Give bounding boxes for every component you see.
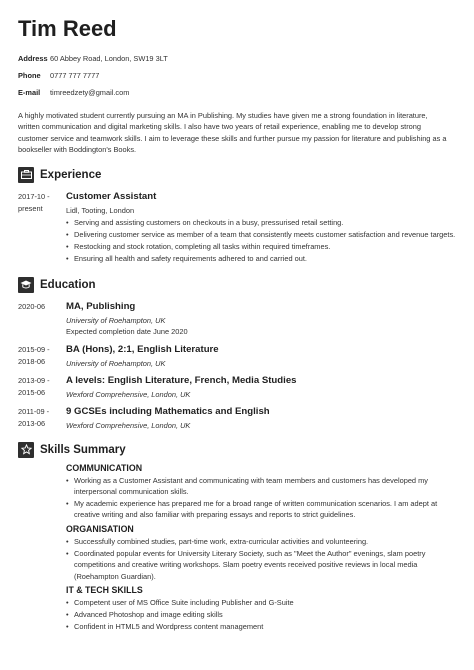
experience-heading [18, 167, 456, 183]
entry-date [18, 191, 66, 265]
education-entry [18, 375, 456, 400]
list-item: • Advanced Photoshop and image editing skills [66, 609, 456, 621]
contact-block [18, 54, 456, 97]
contact-value: 0777 777 7777 [50, 71, 100, 80]
education-entry [18, 406, 456, 431]
company: Lidl, Tooting, London [66, 205, 135, 215]
education-note: Expected completion date June 2020 [66, 326, 188, 336]
skill-group-title: IT & TECH SKILLS [66, 585, 143, 596]
experience-entry [18, 191, 456, 265]
skill-bullets [66, 475, 456, 521]
list-item: • Delivering customer service as member of a team that consistently meets customer satisfaction and revenue targets. [66, 229, 456, 241]
profile-summary: A highly motivated student currently pursuing an MA in Publishing. My studies have given me a strong foundation in literature, written communication and digital marketing skills. I also have two years of retail experience, enabling me to develop strong customer service and teamwork skills. I aim to leverage these skills and further pursue my passion for literature and publishing as a bookseller with Boddington's Books. [18, 111, 447, 155]
school: Wexford Comprehensive, London, UK [66, 420, 191, 430]
briefcase-icon [18, 167, 34, 183]
entry-body [66, 301, 456, 337]
education-entry [18, 301, 456, 337]
entry-date [18, 406, 66, 431]
entry-date [18, 344, 66, 369]
contact-email [18, 88, 456, 97]
list-item: • Restocking and stock rotation, completing all tasks within required timeframes. [66, 241, 456, 253]
list-item: • Ensuring all health and safety requirements adhered to and carried out. [66, 253, 456, 265]
date-start: 2013-09 - [18, 375, 50, 385]
date-start: 2020-06 [18, 301, 46, 311]
entry-body [66, 344, 456, 369]
section-title: Education [40, 278, 96, 291]
list-item: • My academic experience has prepared me for a broad range of written communication scenarios. I am adept at creative writing and also familiar with preparing essays and reports to strict guidelines. [66, 498, 456, 521]
skill-group-title: ORGANISATION [66, 524, 134, 534]
school: University of Roehampton, UK [66, 358, 166, 368]
entry-date [18, 375, 66, 400]
school: University of Roehampton, UK [66, 315, 166, 325]
job-title: Customer Assistant [66, 190, 157, 202]
education-entry [18, 344, 456, 369]
list-item: • Coordinated popular events for University Literary Society, such as "Meet the Author" evenings, slam poetry competitions and creative writing workshops. Slam poetry events received positive reviews in local media (Roehampton Guardian). [66, 548, 456, 583]
list-item: • Competent user of MS Office Suite including Publisher and G-Suite [66, 597, 456, 609]
contact-label: Address [18, 54, 48, 63]
date-end: 2018-06 [18, 356, 46, 366]
candidate-name: Tim Reed [18, 16, 117, 41]
school: Wexford Comprehensive, London, UK [66, 389, 191, 399]
date-end: 2015-06 [18, 387, 46, 397]
contact-value: 60 Abbey Road, London, SW19 3LT [50, 54, 168, 63]
date-start: 2011-09 - [18, 406, 50, 416]
star-icon [18, 442, 34, 458]
entry-body [66, 191, 456, 265]
section-title: Experience [40, 168, 102, 181]
skills-list [18, 462, 456, 633]
graduation-cap-icon [18, 277, 34, 293]
skills-heading [18, 442, 456, 458]
date-end: 2013-06 [18, 418, 46, 428]
entry-body [66, 375, 456, 400]
education-heading [18, 277, 456, 293]
degree-title: A levels: English Literature, French, Media Studies [66, 374, 297, 386]
date-start: 2017-10 - [18, 191, 50, 201]
section-title: Skills Summary [40, 443, 126, 456]
skill-group-title: COMMUNICATION [66, 462, 143, 473]
entry-date [18, 301, 66, 337]
date-end: present [18, 203, 43, 213]
contact-label: Phone [18, 71, 41, 80]
skill-bullets [66, 536, 456, 582]
degree-title: MA, Publishing [66, 300, 136, 312]
contact-label: E-mail [18, 88, 41, 97]
list-item: • Confident in HTML5 and Wordpress content management [66, 621, 456, 633]
list-item: • Working as a Customer Assistant and communicating with team members and customers has developed my interpersonal communication skills. [66, 475, 456, 498]
date-start: 2015-09 - [18, 344, 50, 354]
entry-body [66, 406, 456, 431]
degree-title: BA (Hons), 2:1, English Literature [66, 343, 219, 355]
skill-bullets [66, 597, 456, 632]
degree-title: 9 GCSEs including Mathematics and English [66, 405, 270, 417]
list-item: • Successfully combined studies, part-time work, extra-curricular activities and volunteering. [66, 536, 456, 548]
contact-value: timreedzety@gmail.com [50, 88, 130, 97]
list-item: • Serving and assisting customers on checkouts in a busy, pressurised retail setting. [66, 217, 456, 229]
contact-address [18, 54, 456, 63]
contact-phone [18, 71, 456, 80]
duties-list [66, 217, 456, 265]
